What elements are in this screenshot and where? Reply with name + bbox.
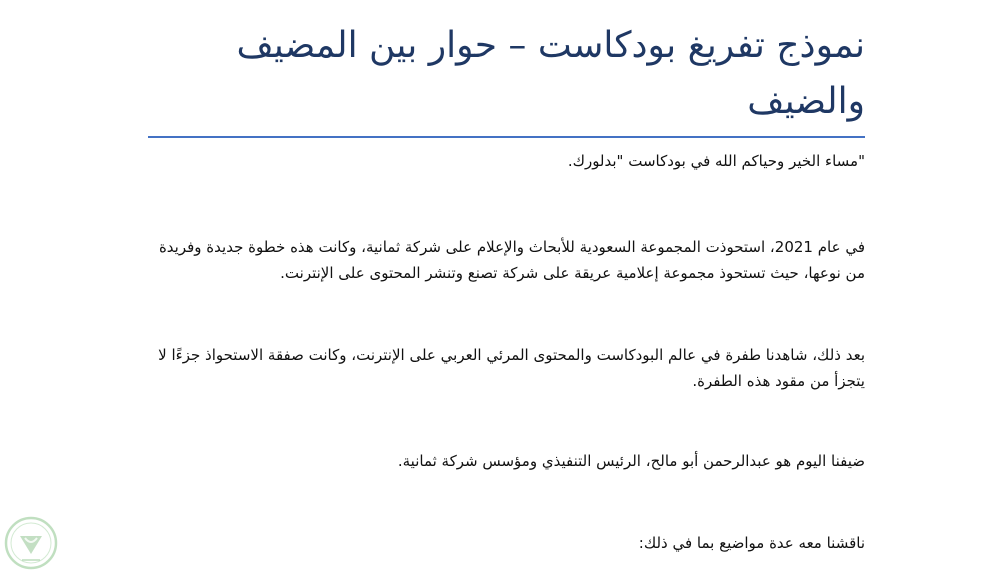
page-title: نموذج تفريغ بودكاست – حوار بين المضيف والضيف (236, 25, 865, 122)
paragraph-guest: ضيفنا اليوم هو عبدالرحمن أبو مالح، الرئيس التنفيذي ومؤسس شركة ثمانية. (397, 452, 865, 470)
document-body (148, 18, 865, 552)
paragraph-topics: ناقشنا معه عدة مواضيع بما في ذلك: (638, 534, 865, 552)
leaf-logo-icon (4, 516, 58, 570)
paragraph-acquisition: في عام 2021، استحوذت المجموعة السعودية للأبحاث والإعلام على شركة ثمانية، وكانت هذه خطوة جديدة وفريدة من نوعها، حيث تستحوذ مجموعة إعلامية عريقة على شركة تصنع وتنشر المحتوى على الإنترنت. (158, 238, 865, 282)
paragraph-greeting: "مساء الخير وحياكم الله في بودكاست "بدلورك. (567, 152, 865, 170)
paragraph-boom: بعد ذلك، شاهدنا طفرة في عالم البودكاست والمحتوى المرئي العربي على الإنترنت، وكانت صفقة الاستحواذ جزءًا لا يتجزأ من مقود هذه الطفرة. (158, 346, 865, 390)
title-underline (148, 136, 865, 138)
